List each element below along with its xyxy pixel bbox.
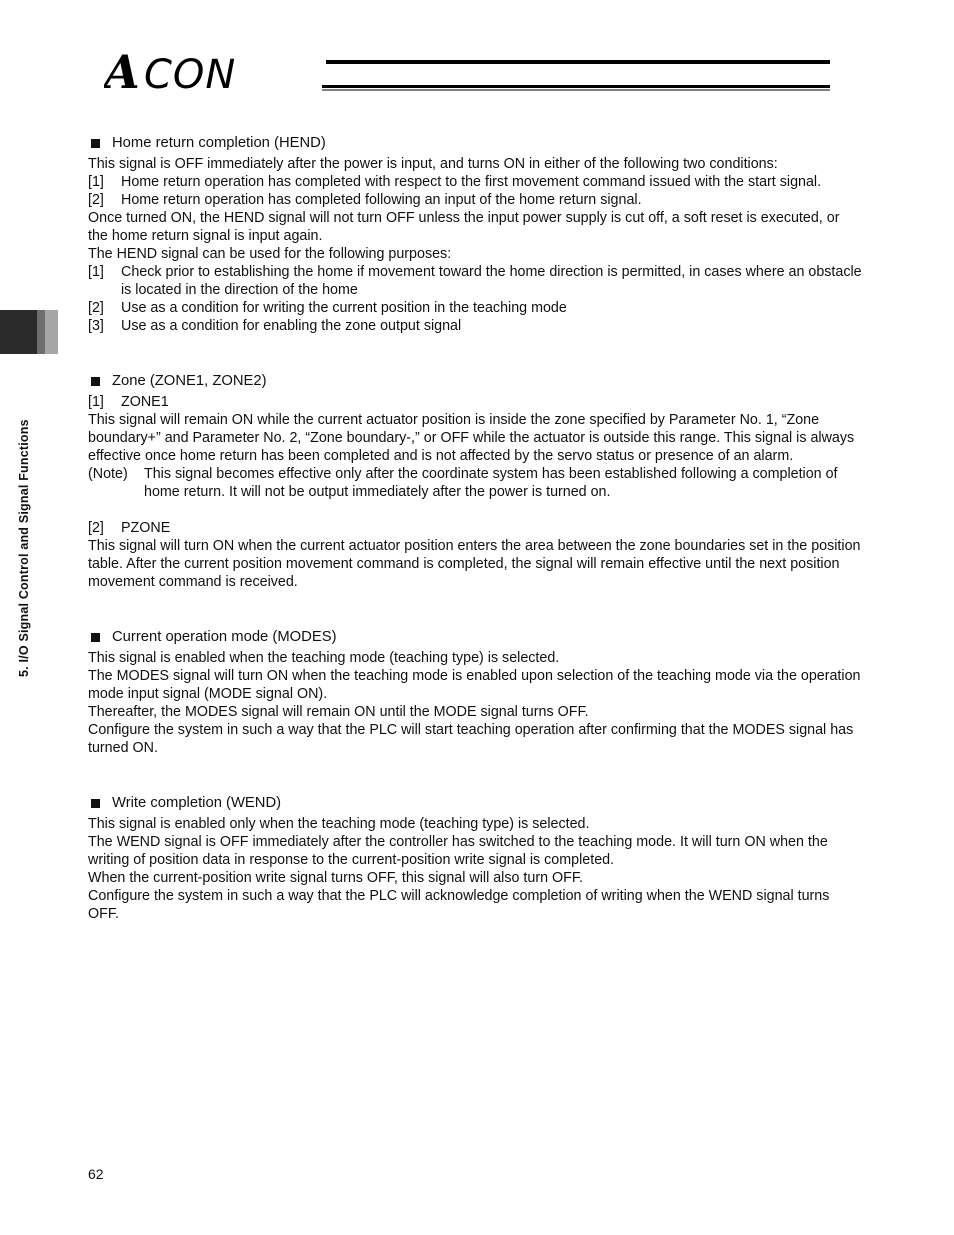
chapter-tab-marker — [0, 310, 58, 354]
paragraph: This signal is OFF immediately after the power is input, and turns ON in either of the following two conditions: — [88, 156, 778, 172]
paragraph: The HEND signal can be used for the following purposes: — [88, 246, 452, 262]
list-item: [1] Check prior to establishing the home if movement toward the home direction is permitted, in cases where an obstacle is located in the direction of the home — [88, 264, 862, 298]
paragraph: Once turned ON, the HEND signal will not turn OFF unless the input power supply is cut off, a soft reset is executed, or the home return signal is input again. — [88, 210, 840, 244]
subheading: [1] ZONE1 — [88, 394, 169, 410]
section-heading: Zone (ZONE1, ZONE2) — [88, 371, 863, 391]
logo-rule-bottom — [322, 85, 830, 88]
paragraph: This signal will turn ON when the current actuator position enters the area between the zone boundaries set in the position table. After the current position movement command is completed, the signal will remain effective until the next position movement command is received. — [88, 538, 861, 590]
paragraph: Thereafter, the MODES signal will remain ON until the MODE signal turns OFF. — [88, 704, 589, 720]
hend-section — [88, 133, 863, 335]
square-bullet-icon — [91, 799, 100, 808]
list-item: [2] Use as a condition for writing the current position in the teaching mode — [88, 300, 567, 316]
chapter-side-label: 5. I/O Signal Control and Signal Functions — [17, 419, 31, 677]
note: (Note) This signal becomes effective only after the coordinate system has been established following a completion of home return. It will not be output immediately after the power is turned on. — [88, 466, 838, 500]
page-content — [88, 133, 863, 923]
paragraph: Configure the system in such a way that the PLC will acknowledge completion of writing when the WEND signal turns OFF. — [88, 888, 830, 922]
zone-section — [88, 371, 863, 591]
paragraph: The MODES signal will turn ON when the teaching mode is enabled upon selection of the teaching mode via the operation mode input signal (MODE signal ON). — [88, 668, 861, 702]
paragraph: This signal is enabled when the teaching mode (teaching type) is selected. — [88, 650, 560, 666]
list-item: [1] Home return operation has completed with respect to the first movement command issued with the start signal. — [88, 174, 822, 190]
subheading: [2] PZONE — [88, 520, 171, 536]
paragraph: The WEND signal is OFF immediately after the controller has switched to the teaching mode. It will turn ON when the writing of position data in response to the current-position write signal is completed. — [88, 834, 828, 868]
paragraph: When the current-position write signal turns OFF, this signal will also turn OFF. — [88, 870, 584, 886]
list-item: [3] Use as a condition for enabling the zone output signal — [88, 318, 462, 334]
paragraph: Configure the system in such a way that the PLC will start teaching operation after confirming that the MODES signal has turned ON. — [88, 722, 854, 756]
section-heading: Home return completion (HEND) — [88, 133, 863, 153]
paragraph: This signal will remain ON while the current actuator position is inside the zone specified by Parameter No. 1, “Zone boundary+” and Parameter No. 2, “Zone boundary-,” or OFF while the actuator is outside this range. This signal is always effective once home return has been completed and is not affected by the servo status or presence of an alarm. — [88, 412, 855, 464]
page-number: 62 — [88, 1166, 104, 1182]
square-bullet-icon — [91, 139, 100, 148]
list-item: [2] Home return operation has completed following an input of the home return signal. — [88, 192, 642, 208]
section-heading: Write completion (WEND) — [88, 793, 863, 813]
acon-logo — [104, 48, 834, 96]
modes-section — [88, 627, 863, 757]
logo-rule-top — [326, 60, 830, 64]
wend-section — [88, 793, 863, 923]
paragraph: This signal is enabled only when the teaching mode (teaching type) is selected. — [88, 816, 590, 832]
square-bullet-icon — [91, 633, 100, 642]
logo-letter-a: A — [104, 48, 140, 96]
square-bullet-icon — [91, 377, 100, 386]
logo-letters-con: CON — [144, 52, 237, 96]
section-heading: Current operation mode (MODES) — [88, 627, 863, 647]
